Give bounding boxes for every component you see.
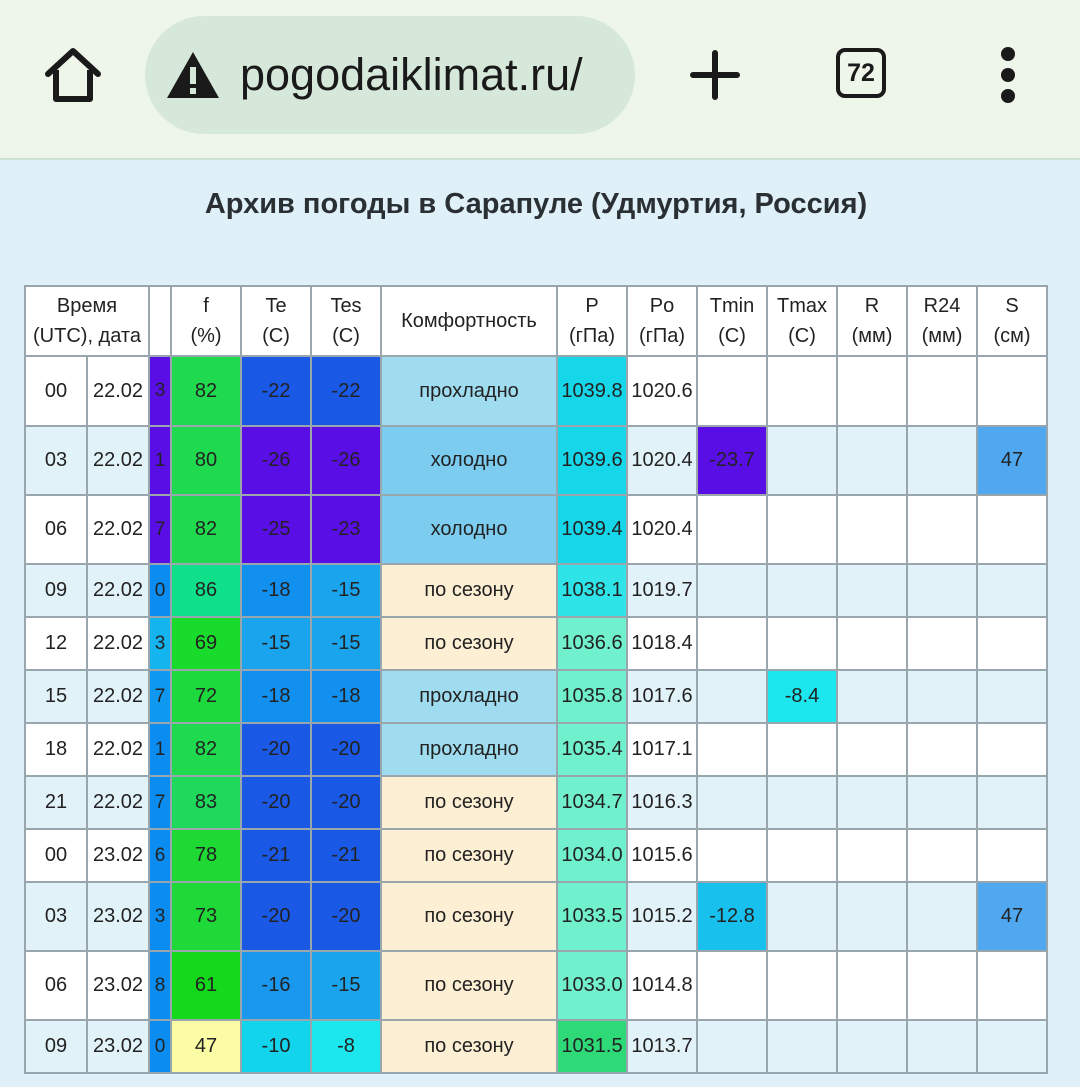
cell-p: 1035.8	[557, 670, 627, 723]
cell-po: 1013.7	[627, 1020, 697, 1073]
more-menu-icon[interactable]	[990, 45, 1026, 105]
cell-po: 1015.6	[627, 829, 697, 882]
cell-tmin	[697, 829, 767, 882]
cell-s	[977, 495, 1047, 564]
cell-po: 1015.2	[627, 882, 697, 951]
cell-r24	[907, 356, 977, 426]
cell-r24	[907, 951, 977, 1020]
cell-tmax	[767, 951, 837, 1020]
cell-f: 73	[171, 882, 241, 951]
cell-ind: 0	[149, 564, 171, 617]
cell-s	[977, 670, 1047, 723]
cell-r24	[907, 776, 977, 829]
cell-f: 78	[171, 829, 241, 882]
table-row	[25, 495, 1047, 564]
cell-time: 15	[25, 670, 87, 723]
cell-te: -18	[241, 564, 311, 617]
cell-comfort: холодно	[381, 426, 557, 495]
cell-tes: -23	[311, 495, 381, 564]
cell-tmax	[767, 356, 837, 426]
cell-date: 23.02	[87, 882, 149, 951]
cell-tmin	[697, 670, 767, 723]
cell-te: -20	[241, 882, 311, 951]
cell-time: 03	[25, 426, 87, 495]
table-row	[25, 670, 1047, 723]
table-row	[25, 1020, 1047, 1073]
cell-r24	[907, 829, 977, 882]
cell-tes: -18	[311, 670, 381, 723]
header-pressure-station[interactable]: Po (гПа)	[627, 286, 697, 356]
cell-time: 09	[25, 564, 87, 617]
cell-f: 69	[171, 617, 241, 670]
cell-tmin	[697, 617, 767, 670]
cell-date: 22.02	[87, 670, 149, 723]
table-row	[25, 426, 1047, 495]
weather-archive-table	[24, 285, 1048, 1074]
header-time-date[interactable]: Время (UTC), дата	[25, 286, 149, 356]
header-humidity[interactable]: f (%)	[171, 286, 241, 356]
cell-po: 1016.3	[627, 776, 697, 829]
cell-tmax: -8.4	[767, 670, 837, 723]
cell-r	[837, 495, 907, 564]
cell-tes: -20	[311, 882, 381, 951]
cell-s	[977, 829, 1047, 882]
cell-p: 1031.5	[557, 1020, 627, 1073]
cell-tes: -26	[311, 426, 381, 495]
cell-p: 1034.0	[557, 829, 627, 882]
header-r24[interactable]: R24 (мм)	[907, 286, 977, 356]
cell-tes: -21	[311, 829, 381, 882]
cell-p: 1033.5	[557, 882, 627, 951]
cell-date: 22.02	[87, 564, 149, 617]
cell-ind: 0	[149, 1020, 171, 1073]
cell-r	[837, 776, 907, 829]
cell-tes: -22	[311, 356, 381, 426]
cell-f: 82	[171, 356, 241, 426]
cell-r	[837, 829, 907, 882]
cell-r	[837, 356, 907, 426]
cell-comfort: холодно	[381, 495, 557, 564]
cell-tmin: -23.7	[697, 426, 767, 495]
cell-r24	[907, 495, 977, 564]
cell-tmax	[767, 564, 837, 617]
cell-te: -22	[241, 356, 311, 426]
cell-po: 1018.4	[627, 617, 697, 670]
cell-date: 22.02	[87, 426, 149, 495]
cell-p: 1039.8	[557, 356, 627, 426]
cell-date: 22.02	[87, 723, 149, 776]
cell-ind: 1	[149, 723, 171, 776]
cell-comfort: по сезону	[381, 564, 557, 617]
table-row	[25, 882, 1047, 951]
cell-s	[977, 1020, 1047, 1073]
cell-ind: 7	[149, 670, 171, 723]
cell-ind: 7	[149, 776, 171, 829]
cell-time: 06	[25, 495, 87, 564]
cell-tmax	[767, 776, 837, 829]
header-pressure[interactable]: P (гПа)	[557, 286, 627, 356]
cell-tmax	[767, 426, 837, 495]
cell-te: -25	[241, 495, 311, 564]
cell-r	[837, 426, 907, 495]
cell-te: -21	[241, 829, 311, 882]
cell-comfort: прохладно	[381, 723, 557, 776]
cell-tmax	[767, 723, 837, 776]
cell-comfort: прохладно	[381, 670, 557, 723]
cell-p: 1038.1	[557, 564, 627, 617]
cell-r24	[907, 670, 977, 723]
address-bar[interactable]	[145, 16, 635, 134]
cell-r	[837, 564, 907, 617]
cell-tmax	[767, 617, 837, 670]
cell-po: 1020.4	[627, 426, 697, 495]
cell-comfort: по сезону	[381, 1020, 557, 1073]
warning-icon[interactable]	[165, 50, 221, 100]
cell-tmax	[767, 1020, 837, 1073]
cell-tmax	[767, 495, 837, 564]
cell-s: 47	[977, 426, 1047, 495]
cell-ind: 3	[149, 356, 171, 426]
cell-f: 72	[171, 670, 241, 723]
cell-tmin	[697, 776, 767, 829]
cell-tmin	[697, 495, 767, 564]
table-row	[25, 776, 1047, 829]
cell-date: 22.02	[87, 495, 149, 564]
cell-tmin	[697, 951, 767, 1020]
cell-r	[837, 1020, 907, 1073]
cell-r	[837, 951, 907, 1020]
cell-tes: -15	[311, 617, 381, 670]
cell-po: 1017.1	[627, 723, 697, 776]
cell-p: 1039.6	[557, 426, 627, 495]
cell-po: 1017.6	[627, 670, 697, 723]
cell-time: 12	[25, 617, 87, 670]
cell-tes: -8	[311, 1020, 381, 1073]
cell-s	[977, 564, 1047, 617]
cell-s	[977, 356, 1047, 426]
header-te[interactable]: Te (С)	[241, 286, 311, 356]
cell-s	[977, 617, 1047, 670]
cell-tmin	[697, 356, 767, 426]
cell-f: 82	[171, 723, 241, 776]
cell-po: 1014.8	[627, 951, 697, 1020]
cell-comfort: по сезону	[381, 882, 557, 951]
cell-r24	[907, 564, 977, 617]
header-tmin[interactable]: Tmin (С)	[697, 286, 767, 356]
cell-ind: 1	[149, 426, 171, 495]
cell-date: 23.02	[87, 1020, 149, 1073]
cell-comfort: прохладно	[381, 356, 557, 426]
cell-comfort: по сезону	[381, 829, 557, 882]
table-row	[25, 951, 1047, 1020]
cell-f: 47	[171, 1020, 241, 1073]
cell-r	[837, 670, 907, 723]
cell-f: 61	[171, 951, 241, 1020]
cell-p: 1039.4	[557, 495, 627, 564]
cell-date: 22.02	[87, 776, 149, 829]
cell-tmax	[767, 829, 837, 882]
cell-tmin	[697, 564, 767, 617]
cell-date: 22.02	[87, 356, 149, 426]
cell-r24	[907, 882, 977, 951]
page-title: Архив погоды в Сарапуле (Удмуртия, Россия)	[204, 188, 868, 220]
cell-tmin: -12.8	[697, 882, 767, 951]
cell-comfort: по сезону	[381, 776, 557, 829]
cell-te: -20	[241, 723, 311, 776]
cell-ind: 7	[149, 495, 171, 564]
cell-time: 09	[25, 1020, 87, 1073]
table-header-row	[25, 286, 1047, 356]
table-row	[25, 564, 1047, 617]
cell-time: 06	[25, 951, 87, 1020]
cell-time: 00	[25, 829, 87, 882]
cell-te: -18	[241, 670, 311, 723]
cell-p: 1035.4	[557, 723, 627, 776]
cell-date: 22.02	[87, 617, 149, 670]
cell-comfort: по сезону	[381, 617, 557, 670]
cell-te: -10	[241, 1020, 311, 1073]
cell-te: -16	[241, 951, 311, 1020]
cell-tes: -15	[311, 951, 381, 1020]
cell-po: 1020.6	[627, 356, 697, 426]
cell-s: 47	[977, 882, 1047, 951]
cell-date: 23.02	[87, 951, 149, 1020]
url-text[interactable]: pogodaiklimat.ru/	[240, 49, 583, 100]
cell-p: 1034.7	[557, 776, 627, 829]
header-comfort[interactable]: Комфортность	[381, 286, 557, 356]
header-r[interactable]: R (мм)	[837, 286, 907, 356]
cell-f: 86	[171, 564, 241, 617]
tab-count-button[interactable]: 72	[836, 48, 886, 98]
cell-comfort: по сезону	[381, 951, 557, 1020]
new-tab-plus-icon[interactable]	[685, 45, 745, 105]
table-row	[25, 829, 1047, 882]
cell-f: 80	[171, 426, 241, 495]
cell-po: 1020.4	[627, 495, 697, 564]
cell-r24	[907, 426, 977, 495]
cell-s	[977, 776, 1047, 829]
cell-r24	[907, 617, 977, 670]
home-icon[interactable]	[38, 40, 108, 110]
cell-s	[977, 951, 1047, 1020]
cell-ind: 3	[149, 617, 171, 670]
cell-tes: -20	[311, 723, 381, 776]
cell-te: -26	[241, 426, 311, 495]
cell-p: 1033.0	[557, 951, 627, 1020]
cell-time: 21	[25, 776, 87, 829]
cell-tes: -20	[311, 776, 381, 829]
cell-s	[977, 723, 1047, 776]
cell-tmin	[697, 723, 767, 776]
header-tes[interactable]: Tes (С)	[311, 286, 381, 356]
cell-f: 83	[171, 776, 241, 829]
cell-r	[837, 617, 907, 670]
cell-time: 00	[25, 356, 87, 426]
cell-f: 82	[171, 495, 241, 564]
cell-tmax	[767, 882, 837, 951]
cell-tes: -15	[311, 564, 381, 617]
cell-time: 18	[25, 723, 87, 776]
cell-ind: 6	[149, 829, 171, 882]
table-row	[25, 356, 1047, 426]
cell-date: 23.02	[87, 829, 149, 882]
header-indicator	[149, 286, 171, 356]
header-tmax[interactable]: Tmax (С)	[767, 286, 837, 356]
cell-ind: 3	[149, 882, 171, 951]
cell-r	[837, 723, 907, 776]
cell-time: 03	[25, 882, 87, 951]
header-snow[interactable]: S (см)	[977, 286, 1047, 356]
cell-te: -15	[241, 617, 311, 670]
table-row	[25, 723, 1047, 776]
cell-r	[837, 882, 907, 951]
cell-ind: 8	[149, 951, 171, 1020]
cell-te: -20	[241, 776, 311, 829]
cell-po: 1019.7	[627, 564, 697, 617]
cell-r24	[907, 1020, 977, 1073]
cell-tmin	[697, 1020, 767, 1073]
cell-r24	[907, 723, 977, 776]
cell-p: 1036.6	[557, 617, 627, 670]
table-row	[25, 617, 1047, 670]
browser-toolbar	[0, 0, 1080, 160]
